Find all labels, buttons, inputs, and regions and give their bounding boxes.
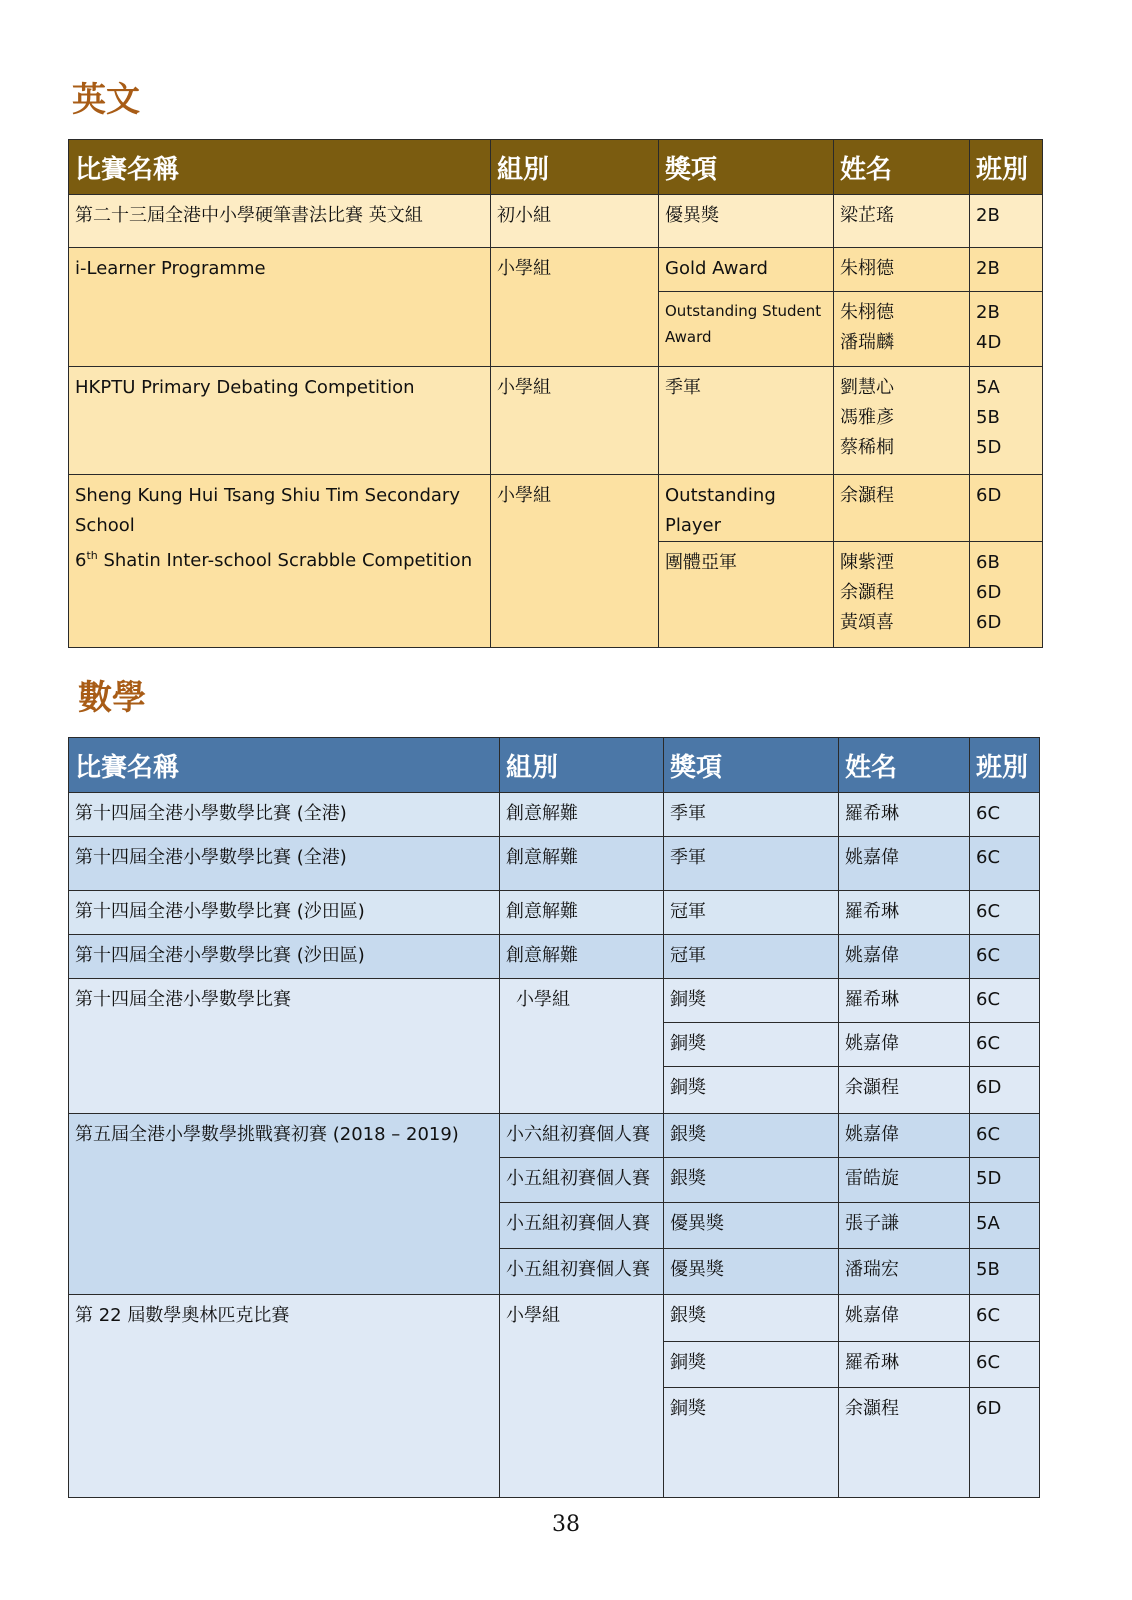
- award-cell: 銅獎: [664, 1342, 839, 1388]
- class-cell: 5A: [970, 1203, 1040, 1249]
- class-cell: 6C: [970, 1295, 1040, 1342]
- group-cell: 小學組: [491, 367, 659, 475]
- group-cell: 小五組初賽個人賽: [500, 1249, 664, 1295]
- table-row: [69, 367, 1043, 475]
- table-row: [69, 979, 1040, 1023]
- math-section-title: 數學: [78, 678, 146, 718]
- class-cell: 6C: [970, 837, 1040, 891]
- competition-cell: HKPTU Primary Debating Competition: [69, 367, 491, 475]
- group-cell: 小學組: [491, 475, 659, 648]
- class-cell: 6D: [970, 1067, 1040, 1114]
- name-cell: 姚嘉偉: [839, 837, 970, 891]
- name-cell: 余灝程: [839, 1388, 970, 1498]
- class-cell: 6C: [970, 1342, 1040, 1388]
- competition-cell: 第二十三屆全港中小學硬筆書法比賽 英文組: [69, 195, 491, 248]
- group-cell: 小學組: [500, 1295, 664, 1498]
- header-group: 組別: [500, 738, 664, 793]
- table-row: [69, 935, 1040, 979]
- class-cell: 2B: [970, 195, 1043, 248]
- table-row: [69, 793, 1040, 837]
- table-row: [69, 1295, 1040, 1342]
- class-cell: 5B: [970, 1249, 1040, 1295]
- award-cell: 銀獎: [664, 1295, 839, 1342]
- group-cell: 創意解難: [500, 837, 664, 891]
- award-cell: 優異獎: [664, 1203, 839, 1249]
- class-cell: 6C: [970, 891, 1040, 935]
- competition-cell: 第 22 屆數學奧林匹克比賽: [69, 1295, 500, 1498]
- group-cell: 創意解難: [500, 891, 664, 935]
- name-cell: 羅希琳: [839, 891, 970, 935]
- english-awards-table: [68, 139, 1043, 648]
- name-cell: 姚嘉偉: [839, 1114, 970, 1158]
- award-cell: 銅獎: [664, 1067, 839, 1114]
- ordinal-superscript: th: [86, 549, 98, 562]
- group-cell: 小學組: [491, 248, 659, 367]
- award-cell: Outstanding Player: [659, 475, 834, 542]
- group-cell: 小五組初賽個人賽: [500, 1203, 664, 1249]
- header-class: 班別: [970, 140, 1043, 195]
- name-cell: 朱栩德: [834, 248, 970, 292]
- class-cell: 6D: [970, 475, 1043, 542]
- class-cell: 5D: [970, 1158, 1040, 1203]
- header-award: 獎項: [659, 140, 834, 195]
- award-cell: 優異獎: [664, 1249, 839, 1295]
- award-cell: 銀獎: [664, 1158, 839, 1203]
- competition-line-2: 6th Shatin Inter-school Scrabble Competition: [75, 549, 473, 571]
- name-cell: 姚嘉偉: [839, 935, 970, 979]
- group-cell: 創意解難: [500, 793, 664, 837]
- name-cell: 劉慧心 馮雅彥 蔡稀桐: [834, 367, 970, 475]
- competition-cell: 第五屆全港小學數學挑戰賽初賽 (2018 – 2019): [69, 1114, 500, 1295]
- table-header-row: [69, 140, 1043, 195]
- class-cell: 6C: [970, 1114, 1040, 1158]
- class-cell: 2B 4D: [970, 292, 1043, 367]
- competition-cell: 第十四屆全港小學數學比賽 (全港): [69, 793, 500, 837]
- group-cell: 初小組: [491, 195, 659, 248]
- name-cell: 潘瑞宏: [839, 1249, 970, 1295]
- table-row: [69, 475, 1043, 542]
- class-cell: 6D: [970, 1388, 1040, 1498]
- competition-cell: 第十四屆全港小學數學比賽 (沙田區): [69, 891, 500, 935]
- name-cell: 羅希琳: [839, 979, 970, 1023]
- class-cell: 6C: [970, 793, 1040, 837]
- award-cell: 季軍: [659, 367, 834, 475]
- name-cell: 余灝程: [839, 1067, 970, 1114]
- header-competition: 比賽名稱: [69, 140, 491, 195]
- table-row: [69, 248, 1043, 292]
- math-awards-table: [68, 737, 1040, 1498]
- award-cell: Outstanding Student Award: [659, 292, 834, 367]
- name-cell: 余灝程: [834, 475, 970, 542]
- name-cell: 羅希琳: [839, 793, 970, 837]
- competition-cell: Sheng Kung Hui Tsang Shiu Tim Secondary School 6th Shatin Inter-school Scrabble Competition: [69, 475, 491, 648]
- header-name: 姓名: [834, 140, 970, 195]
- class-cell: 6C: [970, 979, 1040, 1023]
- group-cell: 小六組初賽個人賽: [500, 1114, 664, 1158]
- header-competition: 比賽名稱: [69, 738, 500, 793]
- class-cell: 6C: [970, 1023, 1040, 1067]
- table-row: [69, 891, 1040, 935]
- name-cell: 姚嘉偉: [839, 1295, 970, 1342]
- class-cell: 5A 5B 5D: [970, 367, 1043, 475]
- class-cell: 2B: [970, 248, 1043, 292]
- table-header-row: [69, 738, 1040, 793]
- competition-cell: 第十四屆全港小學數學比賽 (沙田區): [69, 935, 500, 979]
- award-cell: 冠軍: [664, 935, 839, 979]
- name-cell: 羅希琳: [839, 1342, 970, 1388]
- award-cell: Gold Award: [659, 248, 834, 292]
- name-cell: 朱栩德 潘瑞麟: [834, 292, 970, 367]
- group-cell: 小五組初賽個人賽: [500, 1158, 664, 1203]
- award-cell: 銅獎: [664, 1023, 839, 1067]
- award-cell: 冠軍: [664, 891, 839, 935]
- header-award: 獎項: [664, 738, 839, 793]
- english-section-title: 英文: [72, 80, 140, 120]
- name-cell: 梁芷瑤: [834, 195, 970, 248]
- class-cell: 6B 6D 6D: [970, 542, 1043, 648]
- page-number: 38: [552, 1512, 580, 1537]
- class-cell: 6C: [970, 935, 1040, 979]
- header-group: 組別: [491, 140, 659, 195]
- name-cell: 雷皓旋: [839, 1158, 970, 1203]
- header-name: 姓名: [839, 738, 970, 793]
- award-cell: 團體亞軍: [659, 542, 834, 648]
- award-cell: 季軍: [664, 837, 839, 891]
- award-cell: 優異獎: [659, 195, 834, 248]
- table-row: [69, 1114, 1040, 1158]
- name-cell: 姚嘉偉: [839, 1023, 970, 1067]
- competition-cell: i-Learner Programme: [69, 248, 491, 367]
- competition-cell: 第十四屆全港小學數學比賽 (全港): [69, 837, 500, 891]
- group-cell: 小學組: [500, 979, 664, 1114]
- group-cell: 創意解難: [500, 935, 664, 979]
- award-cell: 銅獎: [664, 979, 839, 1023]
- award-cell: 季軍: [664, 793, 839, 837]
- table-row: [69, 837, 1040, 891]
- award-cell: 銅獎: [664, 1388, 839, 1498]
- name-cell: 張子謙: [839, 1203, 970, 1249]
- name-cell: 陳紫湮 余灝程 黃頌喜: [834, 542, 970, 648]
- competition-cell: 第十四屆全港小學數學比賽: [69, 979, 500, 1114]
- header-class: 班別: [970, 738, 1040, 793]
- table-row: [69, 195, 1043, 248]
- award-cell: 銀獎: [664, 1114, 839, 1158]
